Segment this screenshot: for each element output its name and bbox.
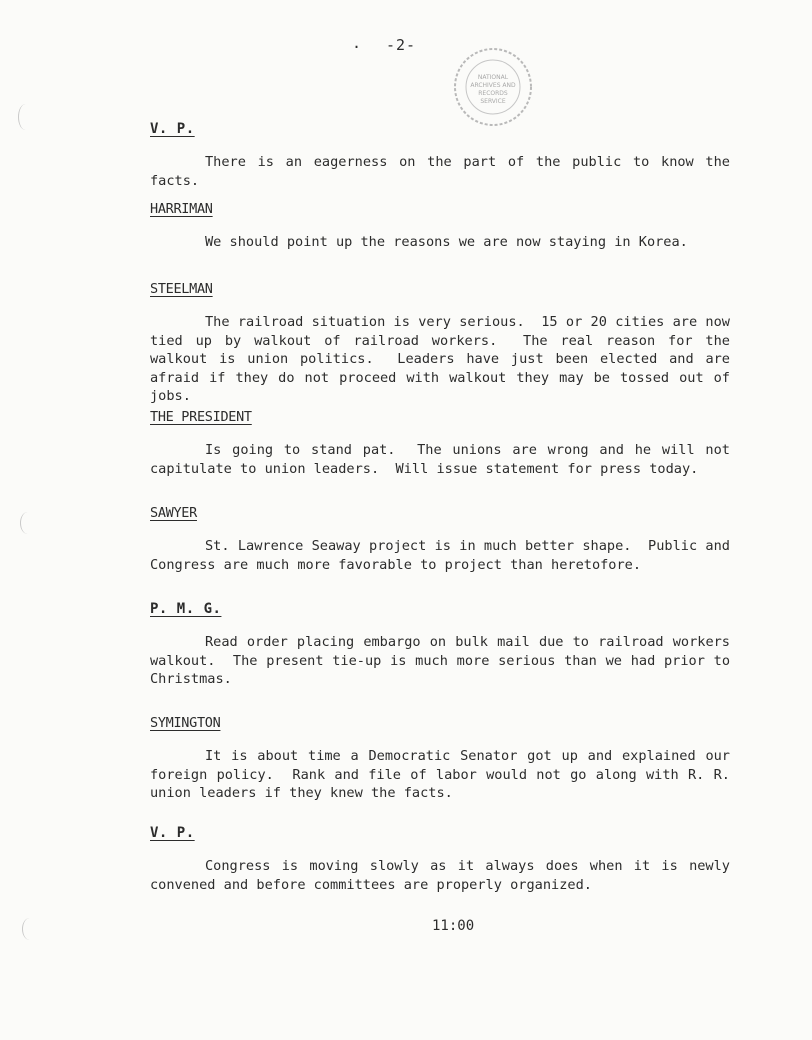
stamp-line-4: SERVICE (480, 98, 506, 105)
stamp-line-3: RECORDS (478, 90, 508, 97)
archives-stamp (452, 46, 534, 128)
binder-hole-mark (20, 512, 35, 534)
entry-the-president (150, 406, 739, 478)
binder-hole-mark (18, 104, 33, 130)
speaker-label: SYMINGTON (150, 715, 221, 731)
entry-pmg (150, 598, 739, 689)
speaker-label: SAWYER (150, 505, 197, 521)
entry-sawyer (150, 502, 739, 574)
binder-hole-mark (22, 918, 37, 940)
entry-vp-2 (150, 822, 739, 894)
entry-symington (150, 712, 739, 803)
entry-text: Congress is moving slowly as it always does when it is newly convened and before committees are properly organized. (150, 858, 739, 893)
page-number: -2- (386, 36, 417, 54)
speaker-label: V. P. (150, 121, 195, 137)
header-dot: . (352, 34, 362, 52)
speaker-label: P. M. G. (150, 601, 222, 617)
entry-steelman (150, 278, 739, 406)
entry-harriman (150, 198, 730, 252)
entry-text: The railroad situation is very serious. 15 or 20 cities are now tied up by walkout of railroad workers. The real reason for the walkout is union politics. Leaders have just been elected and are afraid if they do not proceed with walkout they may be tossed out of jobs. (150, 314, 739, 405)
closing-time: 11:00 (432, 918, 475, 934)
speaker-label: THE PRESIDENT (150, 409, 252, 425)
entry-text: We should point up the reasons we are now staying in Korea. (205, 234, 688, 250)
entry-text: There is an eagerness on the part of the public to know the facts. (150, 154, 739, 189)
entry-text: St. Lawrence Seaway project is in much better shape. Public and Congress are much more favorable to project than heretofore. (150, 538, 739, 573)
speaker-label: HARRIMAN (150, 201, 213, 217)
entry-text: Read order placing embargo on bulk mail due to railroad workers walkout. The present tie-up is much more serious than we had prior to Christmas. (150, 634, 739, 688)
entry-vp-1 (150, 118, 739, 190)
stamp-line-2: ARCHIVES AND (470, 82, 516, 89)
stamp-line-1: NATIONAL (477, 74, 509, 81)
entry-text: Is going to stand pat. The unions are wrong and he will not capitulate to union leaders. Will issue statement for press today. (150, 442, 739, 477)
speaker-label: STEELMAN (150, 281, 213, 297)
speaker-label: V. P. (150, 825, 195, 841)
entry-text: It is about time a Democratic Senator got up and explained our foreign policy. Rank and file of labor would not go along with R. R. union leaders if they knew the facts. (150, 748, 739, 802)
